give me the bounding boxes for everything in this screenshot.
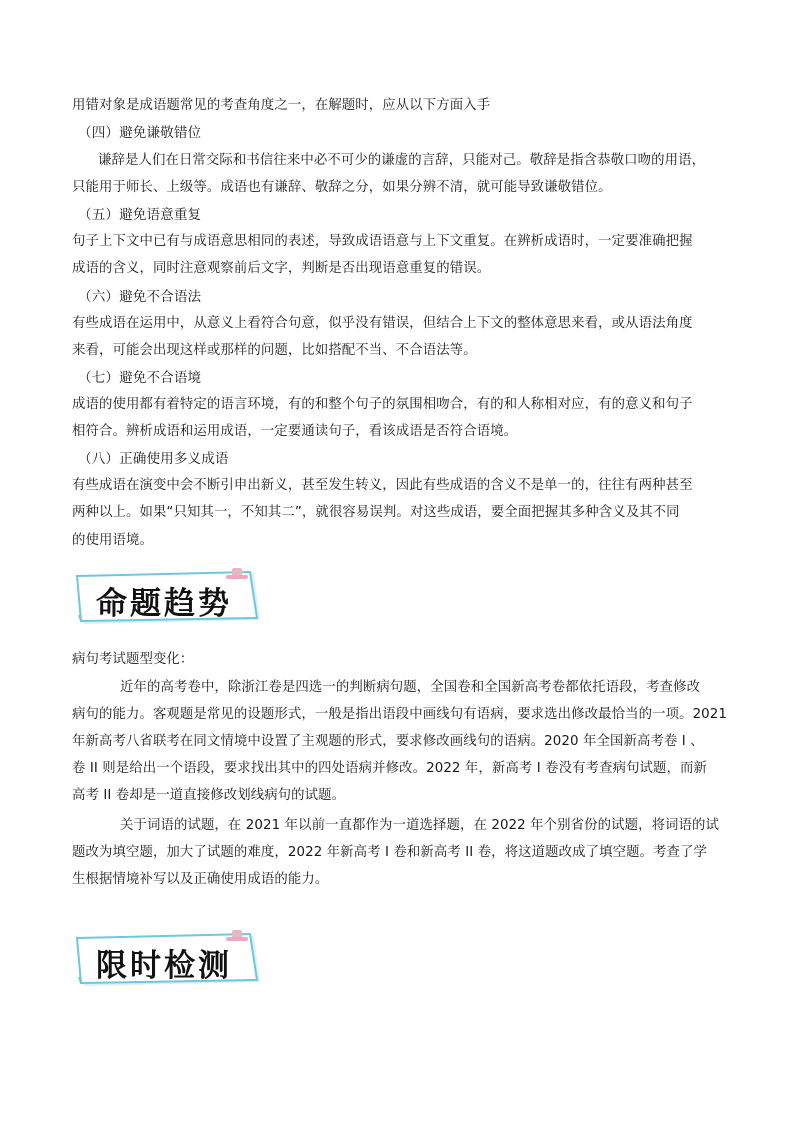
body-line: 年新高考八省联考在同文情境中设置了主观题的形式，要求修改画线句的语病。2020 年全国新高考卷 I 、 (72, 734, 704, 749)
body-line: 谦辞是人们在日常交际和书信往来中必不可少的谦虚的言辞，只能对己。敬辞是指含恭敬口吻的用语， (98, 153, 706, 168)
body-line: 题改为填空题，加大了试题的难度，2022 年新高考 I 卷和新高考 II 卷，将这道题改成了填空题。考查了学 (72, 845, 708, 860)
body-line: 高考 II 卷却是一道直接修改划线病句的试题。 (72, 788, 346, 803)
body-line: 有些成语在运用中，从意义上看符合句意，似乎没有错误，但结合上下文的整体意思来看，或从语法角度 (72, 316, 693, 331)
body-line: 两种以上。如果“只知其一，不知其二”，就很容易误判。对这些成语，要全面把握其多种含义及其不同 (72, 505, 680, 520)
intro-text: 用错对象是成语题常见的考查角度之一，在解题时，应从以下方面入手 (72, 98, 491, 113)
heading-4: （四）避免谦敬错位 (78, 125, 202, 141)
heading-5: （五）避免语意重复 (78, 207, 202, 223)
body-line: 的使用语境。 (72, 533, 153, 548)
body-line: 只能用于师长、上级等。成语也有谦辞、敬辞之分，如果分辨不清，就可能导致谦敬错位。 (72, 180, 612, 195)
section-banner-test (74, 930, 264, 990)
lead-text: 病句考试题型变化： (72, 652, 194, 667)
body-line: 相符合。辨析成语和运用成语，一定要通读句子，看该成语是否符合语境。 (72, 424, 518, 439)
heading-8: （八）正确使用多义成语 (78, 451, 229, 467)
heading-7: （七）避免不合语境 (78, 370, 202, 386)
body-line: 卷 II 则是给出一个语段，要求找出其中的四处语病并修改。2022 年，新高考 I 卷没有考查病句试题，而新 (72, 761, 708, 776)
banner-title: 限时检测 (96, 948, 232, 984)
body-line: 句子上下文中已有与成语意思相同的表述，导致成语语意与上下文重复。在辨析成语时，一定要准确把握 (72, 234, 693, 249)
body-line: 近年的高考卷中，除浙江卷是四选一的判断病句题，全国卷和全国新高考卷都依托语段，考查修改 (120, 680, 701, 695)
body-line: 病句的能力。客观题是常见的设题形式，一般是指出语段中画线句有语病，要求选出修改最恰当的一项。2021 (72, 707, 728, 722)
body-line: 有些成语在演变中会不断引申出新义，甚至发生转义，因此有些成语的含义不是单一的，往往有两种甚至 (72, 478, 693, 493)
body-line: 成语的含义，同时注意观察前后文字，判断是否出现语意重复的错误。 (72, 261, 491, 276)
body-line: 成语的使用都有着特定的语言环境，有的和整个句子的氛围相吻合，有的和人称相对应，有的意义和句子 (72, 397, 693, 412)
banner-title: 命题趋势 (96, 586, 232, 622)
heading-6: （六）避免不合语法 (78, 289, 202, 305)
section-banner-trend (74, 568, 264, 628)
body-line: 来看，可能会出现这样或那样的问题，比如搭配不当、不合语法等。 (72, 343, 477, 358)
body-line: 生根据情境补写以及正确使用成语的能力。 (72, 872, 329, 887)
body-line: 关于词语的试题，在 2021 年以前一直都作为一道选择题，在 2022 年个别省份的试题，将词语的试 (120, 818, 720, 833)
